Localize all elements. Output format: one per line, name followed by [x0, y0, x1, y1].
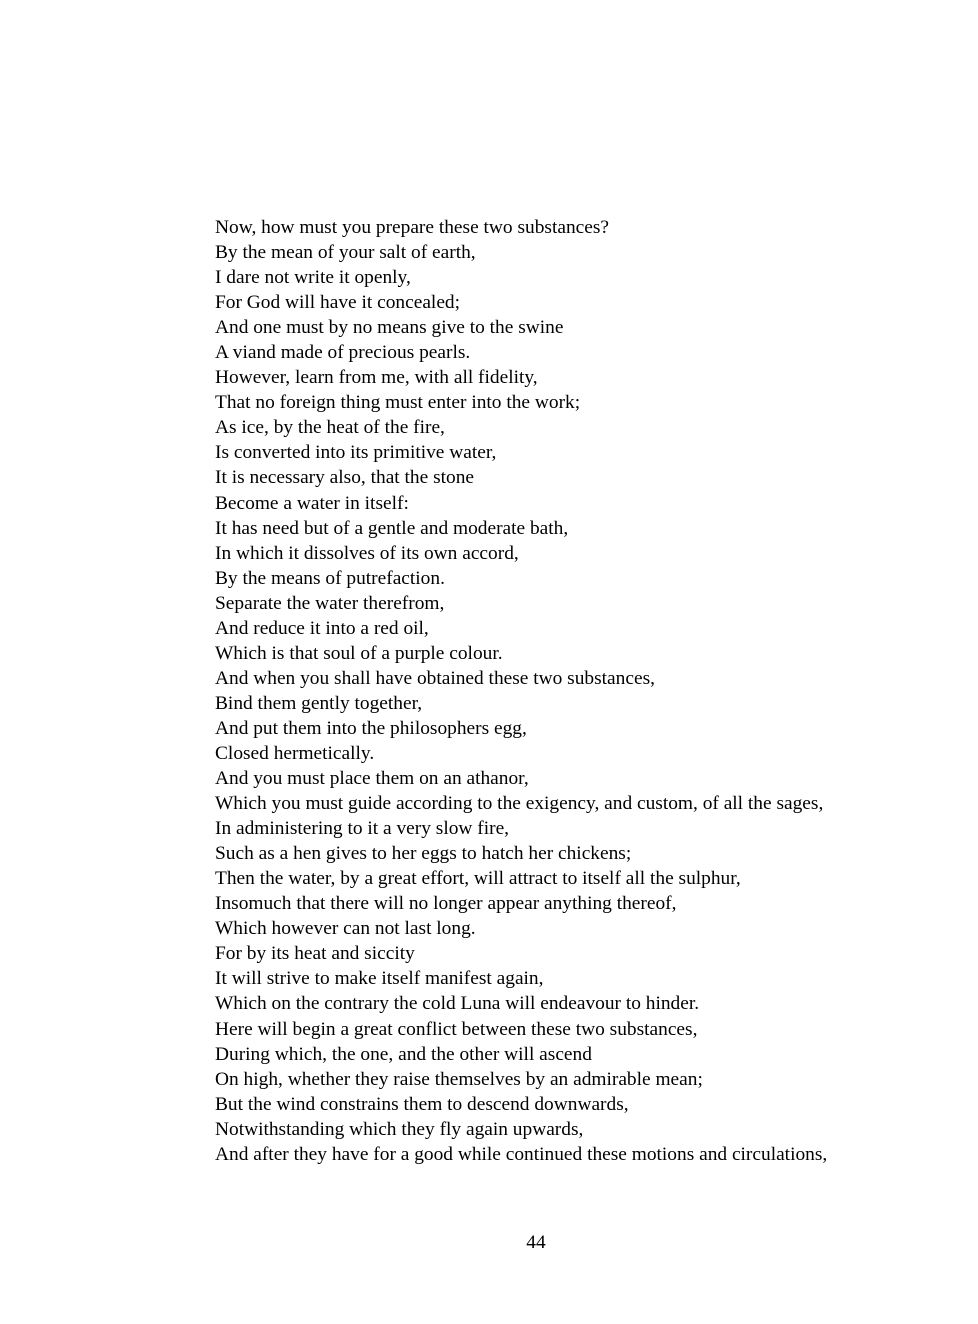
- text-line: I dare not write it openly,: [215, 267, 411, 289]
- text-line: In administering to it a very slow fire,: [215, 818, 510, 840]
- text-line: Is converted into its primitive water,: [215, 442, 497, 464]
- text-line: Then the water, by a great effort, will attract to itself all the sulphur,: [215, 868, 741, 890]
- text-line: During which, the one, and the other will ascend: [215, 1043, 592, 1065]
- text-line: Here will begin a great conflict between these two substances,: [215, 1018, 698, 1040]
- text-line: It is necessary also, that the stone: [215, 467, 475, 489]
- text-line: It has need but of a gentle and moderate bath,: [215, 517, 569, 539]
- text-line: Now, how must you prepare these two substances?: [215, 217, 610, 238]
- text-line: And after they have for a good while continued these motions and circulations,: [215, 1143, 828, 1165]
- page-number: 44: [526, 1232, 546, 1253]
- text-line: A viand made of precious pearls.: [215, 342, 471, 364]
- text-line: Such as a hen gives to her eggs to hatch her chickens;: [215, 843, 632, 865]
- text-line: Which on the contrary the cold Luna will endeavour to hinder.: [215, 993, 700, 1015]
- text-line: As ice, by the heat of the fire,: [215, 417, 445, 439]
- text-line: Which is that soul of a purple colour.: [215, 642, 503, 664]
- text-line: By the means of putrefaction.: [215, 567, 445, 589]
- text-line: But the wind constrains them to descend downwards,: [215, 1093, 629, 1115]
- text-line: Which you must guide according to the exigency, and custom, of all the sages,: [215, 793, 824, 815]
- text-line: On high, whether they raise themselves by an admirable mean;: [215, 1068, 703, 1090]
- text-line: And one must by no means give to the swine: [215, 317, 564, 339]
- text-line: By the mean of your salt of earth,: [215, 242, 476, 264]
- text-line: Become a water in itself:: [215, 492, 409, 514]
- text-line: Notwithstanding which they fly again upwards,: [215, 1118, 584, 1140]
- text-line: And you must place them on an athanor,: [215, 768, 529, 790]
- text-line: For God will have it concealed;: [215, 292, 461, 314]
- text-line: And put them into the philosophers egg,: [215, 717, 527, 739]
- text-line: And when you shall have obtained these two substances,: [215, 667, 655, 689]
- text-line: Insomuch that there will no longer appear anything thereof,: [215, 893, 677, 915]
- text-line: That no foreign thing must enter into the work;: [215, 392, 581, 414]
- text-line: Separate the water therefrom,: [215, 592, 445, 614]
- text-line: Closed hermetically.: [215, 742, 375, 764]
- text-line: Bind them gently together,: [215, 692, 423, 714]
- text-line: It will strive to make itself manifest again,: [215, 968, 544, 990]
- text-line: In which it dissolves of its own accord,: [215, 542, 519, 564]
- text-line: However, learn from me, with all fidelity,: [215, 367, 538, 389]
- poem-text: [215, 215, 858, 1167]
- text-line: Which however can not last long.: [215, 918, 476, 940]
- text-line: And reduce it into a red oil,: [215, 617, 429, 639]
- text-line: For by its heat and siccity: [215, 943, 415, 965]
